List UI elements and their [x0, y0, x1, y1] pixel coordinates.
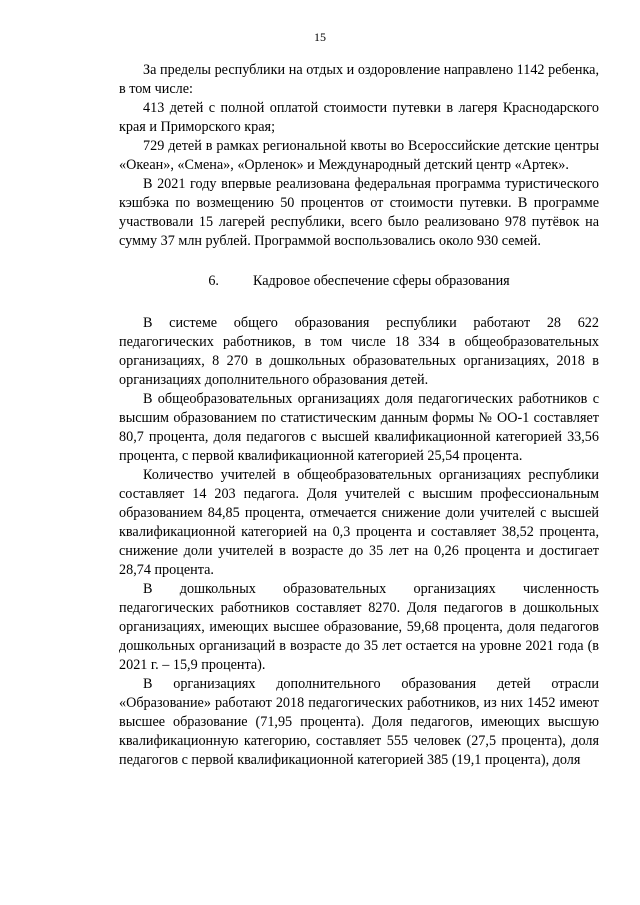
- paragraph: 413 детей с полной оплатой стоимости путевки в лагеря Краснодарского края и Приморского края;: [119, 100, 599, 135]
- paragraph: Количество учителей в общеобразовательных организациях республики составляет 14 203 педагога. Доля учителей с высшим профессиональным образованием 84,85 процента, отмечается снижение доли учителей с высшей квалификационной категорией на 0,3 процента и составляет 38,52 процента, снижение доли учителей в возрасте до 35 лет на 0,26 процента и достигает 28,74 процента.: [119, 467, 599, 578]
- paragraph: В дошкольных образовательных организациях численность педагогических работников составляет 8270. Доля педагогов в дошкольных организациях, имеющих высшее образование, 59,68 процента, доля педагогов дошкольных организаций в возрасте до 35 лет остается на уровне 2021 года (в 2021 г. – 15,9 процента).: [119, 581, 599, 673]
- paragraph: В организациях дополнительного образования детей отрасли «Образование» работают 2018 педагогических работников, из них 1452 имеют высшее образование (71,95 процента). Доля педагогов, имеющих высшую квалификационную категорию, составляет 555 человек (27,5 процента), доля педагогов с первой квалификационной категорией 385 (19,1 процента), доля: [119, 676, 599, 768]
- section-heading: [119, 272, 599, 291]
- paragraph: В общеобразовательных организациях доля педагогических работников с высшим образованием по статистическим данным формы № ОО-1 составляет 80,7 процента, доля педагогов с высшей квалификационной категорией 33,56 процента, с первой квалификационной категорией 25,54 процента.: [119, 391, 599, 464]
- paragraph: За пределы республики на отдых и оздоровление направлено 1142 ребенка, в том числе:: [119, 62, 599, 97]
- paragraph: 729 детей в рамках региональной квоты во Всероссийские детские центры «Океан», «Смена», «Орленок» и Международный детский центр «Артек».: [119, 138, 599, 173]
- section-title: Кадровое обеспечение сферы образования: [252, 273, 510, 289]
- page-number: 15: [314, 30, 326, 44]
- paragraph: В системе общего образования республики работают 28 622 педагогических работников, в том числе 18 334 в общеобразовательных организациях, 8 270 в дошкольных образовательных организациях, 2018 в организациях дополнительного образования детей.: [119, 315, 599, 388]
- section-number: 6.: [208, 273, 219, 289]
- document-body: [119, 61, 599, 770]
- paragraph: В 2021 году впервые реализована федеральная программа туристического кэшбэка по возмещению 50 процентов от стоимости путевки. В программе участвовали 15 лагерей республики, всего было реализовано 978 путёвок на сумму 37 млн рублей. Программой воспользовались около 930 семей.: [119, 176, 599, 249]
